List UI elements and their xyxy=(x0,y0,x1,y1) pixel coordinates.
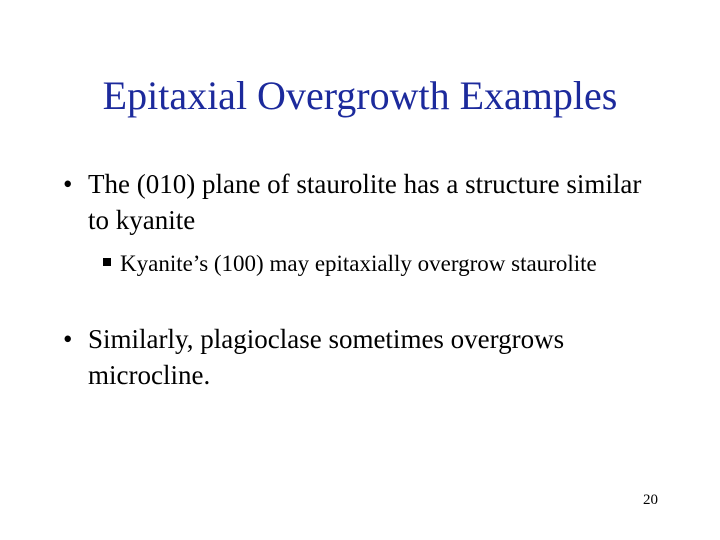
bullet-text: Similarly, plagioclase sometimes overgrows microcline. xyxy=(88,324,565,390)
sub-bullet-item-1 xyxy=(100,248,620,279)
bullet-item-2 xyxy=(60,321,680,393)
page-number: 20 xyxy=(643,492,658,508)
bullet-marker: • xyxy=(63,324,73,354)
square-bullet-icon xyxy=(103,258,111,266)
slide-title: Epitaxial Overgrowth Examples xyxy=(102,73,618,118)
bullet-text: The (010) plane of staurolite has a structure similar to kyanite xyxy=(88,169,642,235)
bullet-marker: • xyxy=(63,169,73,199)
bullet-item-1 xyxy=(60,166,660,238)
sub-bullet-text: Kyanite’s (100) may epitaxially overgrow staurolite xyxy=(120,251,597,276)
